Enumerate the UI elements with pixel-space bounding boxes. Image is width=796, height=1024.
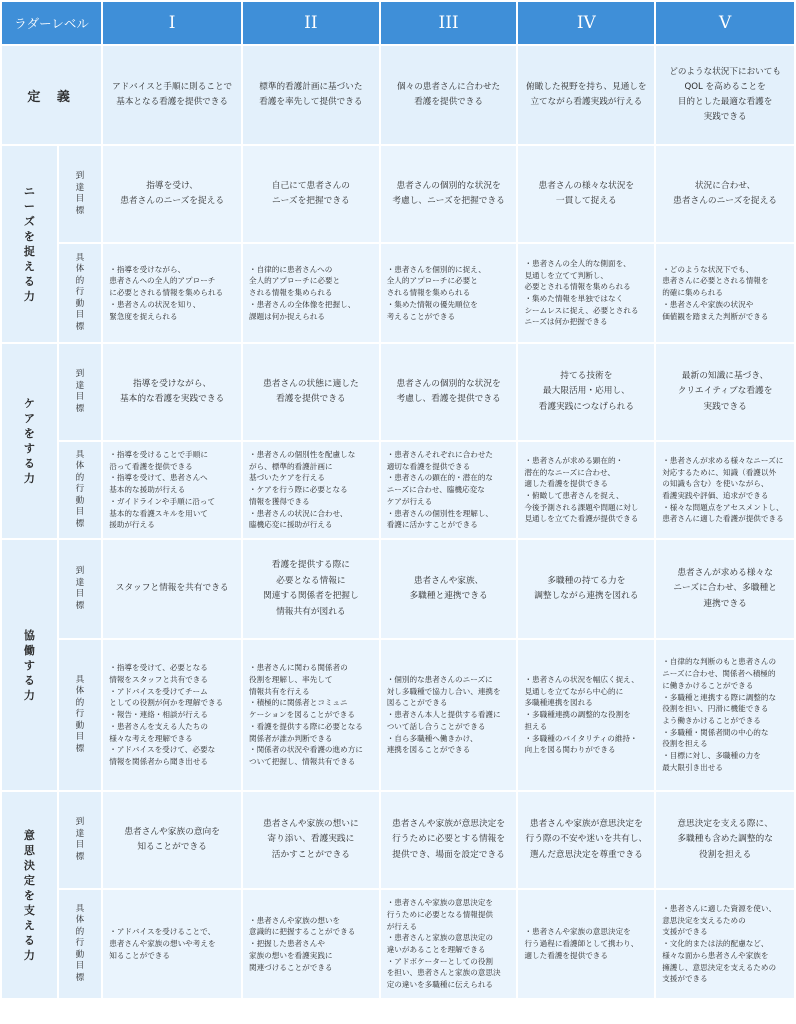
section-label-decision: 意思決定を支える力 [2,792,57,998]
goal-label: 到達目標 [59,792,102,888]
detail-cell: ・指導を受けることで手順に 沿って看護を提供できる ・指導を受けて、患者さんへ 基本的な援助が行える ・ガイドラインや手順に沿って 基本的な看護スキルを用いて 援助が行える [103,442,241,538]
section-label-needs: ニーズを捉える力 [2,146,57,342]
detail-label: 具体的行動目標 [59,890,102,998]
needs-detail-row [2,244,794,342]
ladder-level-header: ラダーレベル [2,2,101,44]
definition-cell: 俯瞰した視野を持ち、見通しを 立てながら看護実践が行える [518,46,654,144]
goal-cell: 患者さんの状態に適した 看護を提供できる [243,344,379,440]
detail-cell: ・どのような状況下でも、 患者さんに必要とされる情報を 的確に集められる ・患者さんや家族の状況や 価値観を踏まえた判断ができる [656,244,794,342]
goal-cell: 患者さんや家族が意思決定を 行うために必要とする情報を 提供でき、場面を設定できる [381,792,517,888]
goal-cell: 指導を受けながら、 基本的な看護を実践できる [103,344,241,440]
detail-cell: ・患者さんを個別的に捉え、 全人的アプローチに必要と される情報を集められる ・集めた情報の優先順位を 考えることができる [381,244,517,342]
detail-cell: ・患者さんの状況を幅広く捉え、 見通しを立てながら中心的に 多職種連携を図れる ・多職種連携の調整的な役割を 担える ・多職種のバイタリティの維持・ 向上を図る関わりができる [518,640,654,790]
detail-cell: ・患者さんが求める顕在的・ 潜在的なニーズに合わせ、 適した看護を提供できる ・俯瞰して患者さんを捉え、 今後予測される課題や問題に対し 見通しを立てた看護が提供できる [518,442,654,538]
goal-cell: 状況に合わせ、 患者さんのニーズを捉える [656,146,794,242]
definition-cell: アドバイスと手順に則ることで 基本となる看護を提供できる [103,46,241,144]
detail-label: 具体的行動目標 [59,640,102,790]
detail-cell: ・患者さんに適した資源を使い、 意思決定を支えるための 支援ができる ・文化的または法的配慮など、 様々な面から患者さんや家族を 擁護し、意思決定を支えるための 支援ができる [656,890,794,998]
goal-cell: 患者さんや家族の想いに 寄り添い、看護実践に 活かすことができる [243,792,379,888]
detail-cell: ・患者さんそれぞれに合わせた 適切な看護を提供できる ・患者さんの顕在的・潜在的な ニーズに合わせ、臨機応変な ケアが行える ・患者さんの個別性を理解し、 看護に活かすことができる [381,442,517,538]
detail-label: 具体的行動目標 [59,442,102,538]
detail-cell: ・患者さんや家族の意思決定を 行うために必要となる情報提供 が行える ・患者さんと家族の意思決定の 違いがあることを理解できる ・アドボケーターとしての役割 を担い、患者さんと家族の意思決 定の違いを多職種に伝えられる [381,890,517,998]
goal-label: 到達目標 [59,146,102,242]
goal-cell: 患者さんの個別的な状況を 考慮し、ニーズを把握できる [381,146,517,242]
decision-detail-row [2,890,794,998]
detail-cell: ・患者さんの全人的な側面を、 見通しを立てて判断し、 必要とされる情報を集められる ・集めた情報を単独ではなく シームレスに捉え、必要とされる ニーズは何か把握できる [518,244,654,342]
goal-cell: 指導を受け、 患者さんのニーズを捉える [103,146,241,242]
detail-cell: ・自律的な判断のもと患者さんの ニーズに合わせ、関係者へ積極的 に働きかけることができる ・多職種と連携する際に調整的な 役割を担い、円滑に機能できる よう働きかけることができる ・多職種・関係者間の中心的な 役割を担える ・目標に対し、多職種の力を 最大限引き出せる [656,640,794,790]
goal-cell: 意思決定を支える際に、 多職種も含めた調整的な 役割を担える [656,792,794,888]
goal-cell: 患者さんが求める様々な ニーズに合わせ、多職種と 連携できる [656,540,794,638]
goal-label: 到達目標 [59,540,102,638]
collab-goal-row [2,540,794,638]
care-goal-row [2,344,794,440]
detail-cell: ・アドバイスを受けることで、 患者さんや家族の想いや考えを 知ることができる [103,890,241,998]
collab-detail-row [2,640,794,790]
level-1-header: I [103,2,241,44]
needs-goal-row [2,146,794,242]
detail-label: 具体的行動目標 [59,244,102,342]
goal-cell: 自己にて患者さんの ニーズを把握できる [243,146,379,242]
detail-cell: ・患者さんが求める様々なニーズに 対応するために、知識（看護以外 の知識も含む）を使いながら、 看護実践や評価、追求ができる ・様々な問題点をアセスメントし、 患者さんに適した看護が提供できる [656,442,794,538]
goal-cell: 患者さんや家族が意思決定を 行う際の不安や迷いを共有し、 選んだ意思決定を尊重できる [518,792,654,888]
detail-cell: ・指導を受けながら、 患者さんへの全人的アプローチ に必要とされる情報を集められる ・患者さんの状況を知り、 緊急度を捉えられる [103,244,241,342]
goal-cell: 患者さんや家族、 多職種と連携できる [381,540,517,638]
care-detail-row [2,442,794,538]
section-label-collaboration: 協働する力 [2,540,57,790]
detail-cell: ・患者さんの個別性を配慮しな がら、標準的看護計画に 基づいたケアを行える ・ケアを行う際に必要となる 情報を獲得できる ・患者さんの状況に合わせ、 臨機応変に援助が行える [243,442,379,538]
detail-cell: ・患者さんや家族の想いを 意識的に把握することができる ・把握した患者さんや 家族の想いを看護実践に 関連づけることができる [243,890,379,998]
detail-cell: ・患者さんや家族の意思決定を 行う過程に看護師として携わり、 適した看護を提供できる [518,890,654,998]
definition-cell: どのような状況下においても QOL を高めることを 目的とした最適な看護を 実践できる [656,46,794,144]
level-3-header: III [381,2,517,44]
goal-cell: スタッフと情報を共有できる [103,540,241,638]
goal-cell: 多職種の持てる力を 調整しながら連携を図れる [518,540,654,638]
definition-cell: 標準的看護計画に基づいた 看護を率先して提供できる [243,46,379,144]
decision-goal-row [2,792,794,888]
detail-cell: ・指導を受けて、必要となる 情報をスタッフと共有できる ・アドバイスを受けてチーム としての役割が何かを理解できる ・報告・連絡・相談が行える ・患者さんを支える人たちの 様々な考えを理解できる ・アドバイスを受けて、必要な 情報を関係者から聞き出せる [103,640,241,790]
goal-cell: 患者さんの個別的な状況を 考慮し、看護を提供できる [381,344,517,440]
goal-cell: 患者さんの様々な状況を 一貫して捉える [518,146,654,242]
goal-cell: 看護を提供する際に 必要となる情報に 関連する関係者を把握し 情報共有が図れる [243,540,379,638]
definition-cell: 個々の患者さんに合わせた 看護を提供できる [381,46,517,144]
detail-cell: ・自律的に患者さんへの 全人的アプローチに必要と される情報を集められる ・患者さんの全体像を把握し、 課題は何か捉えられる [243,244,379,342]
level-5-header: V [656,2,794,44]
goal-cell: 最新の知識に基づき、 クリエイティブな看護を 実践できる [656,344,794,440]
detail-cell: ・個別的な患者さんのニーズに 対し多職種で協力し合い、連携を 図ることができる ・患者さん本人と提供する看護に ついて話し合うことができる ・自ら多職種へ働きかけ、 連携を図ることができる [381,640,517,790]
goal-label: 到達目標 [59,344,102,440]
section-label-care: ケアをする力 [2,344,57,538]
definition-row [2,46,794,144]
detail-cell: ・患者さんに関わる関係者の 役割を理解し、率先して 情報共有を行える ・積極的に関係者とコミュニ ケーションを図ることができる ・看護を提供する際に必要となる 関係者が誰か判断できる ・関係者の状況や看護の進め方に ついて把握し、情報共有できる [243,640,379,790]
definition-label: 定 義 [2,46,101,144]
goal-cell: 患者さんや家族の意向を 知ることができる [103,792,241,888]
level-4-header: IV [518,2,654,44]
level-2-header: II [243,2,379,44]
goal-cell: 持てる技術を 最大限活用・応用し、 看護実践につなげられる [518,344,654,440]
